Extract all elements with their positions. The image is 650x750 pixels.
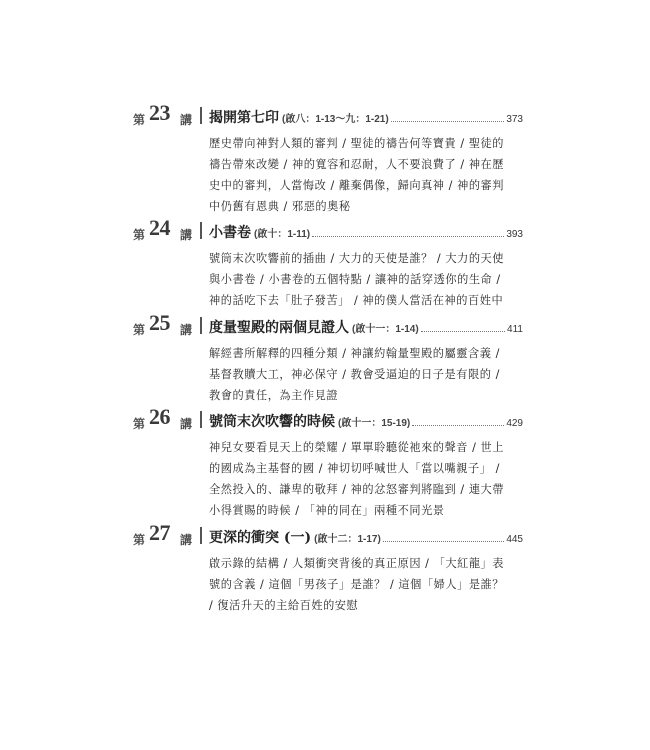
lecture-suffix: 講 — [180, 113, 193, 127]
vertical-divider — [200, 107, 202, 124]
summary-line: 歷史帶向神對人類的審判 / 聖徒的禱告何等寶貴 / 聖徒的 — [209, 137, 505, 150]
lecture-title: 度量聖殿的兩個見證人 — [209, 320, 349, 336]
lecture-prefix: 第 — [133, 533, 146, 547]
lecture-header — [133, 310, 523, 339]
lecture-24 — [133, 215, 523, 307]
vertical-divider — [200, 317, 202, 334]
page-number: 411 — [507, 324, 523, 335]
lecture-summary — [209, 248, 521, 311]
lecture-prefix: 第 — [133, 323, 146, 337]
lecture-prefix: 第 — [133, 417, 146, 431]
scripture-reference: (啟八：1-13～九：1-21) — [282, 114, 389, 125]
lecture-header — [133, 520, 523, 549]
summary-line: 啟示錄的結構 / 人類衝突背後的真正原因 / 「大紅龍」表 — [209, 557, 505, 570]
lecture-25 — [133, 310, 523, 402]
summary-line: 解經書所解釋的四種分類 / 神讓約翰量聖殿的屬靈含義 / — [209, 347, 500, 360]
page-number: 373 — [506, 114, 523, 125]
summary-line: 全然投入的、謙卑的敬拜 / 神的忿怒審判將臨到 / 連大帶 — [209, 483, 505, 496]
lecture-title-row[interactable] — [209, 317, 523, 337]
vertical-divider — [200, 411, 202, 428]
lecture-title-row[interactable] — [209, 222, 523, 242]
lecture-number: 24 — [149, 215, 170, 240]
lecture-title: 更深的衝突 (一) — [209, 530, 312, 546]
scripture-reference: (啟十一：15-19) — [338, 418, 411, 429]
summary-line: 史中的審判，人當悔改 / 離棄偶像，歸向真神 / 神的審判 — [209, 179, 505, 192]
lecture-summary — [209, 553, 521, 616]
summary-line: 教會的責任，為主作見證 — [209, 389, 339, 402]
summary-line: 神的話吃下去「肚子發苦」 / 神的僕人當活在神的百姓中 — [209, 294, 504, 307]
lecture-header — [133, 100, 523, 129]
lecture-suffix: 講 — [180, 417, 193, 431]
lecture-header — [133, 404, 523, 433]
lecture-27 — [133, 520, 523, 612]
lecture-title-row[interactable] — [209, 107, 523, 127]
lecture-header — [133, 215, 523, 244]
lecture-prefix: 第 — [133, 113, 146, 127]
summary-line: 號筒末次吹響前的插曲 / 大力的天使是誰？ / 大力的天使 — [209, 252, 505, 265]
summary-line: 中仍舊有恩典 / 邪惡的奧秘 — [209, 200, 351, 213]
dot-leader — [391, 121, 505, 122]
lecture-title-row[interactable] — [209, 527, 523, 547]
page-number: 429 — [506, 418, 523, 429]
lecture-title-row[interactable] — [209, 411, 523, 431]
lecture-summary — [209, 343, 521, 406]
summary-line: 禱告帶來改變 / 神的寬容和忍耐，人不要浪費了 / 神在歷 — [209, 158, 505, 171]
lecture-23 — [133, 100, 523, 213]
summary-line: 基督教贖大工，神必保守 / 教會受逼迫的日子是有限的 / — [209, 368, 500, 381]
page-number: 445 — [506, 534, 523, 545]
dot-leader — [312, 236, 504, 237]
lecture-suffix: 講 — [180, 228, 193, 242]
vertical-divider — [200, 527, 202, 544]
scripture-reference: (啟十一：1-14) — [352, 324, 419, 335]
vertical-divider — [200, 222, 202, 239]
lecture-suffix: 講 — [180, 323, 193, 337]
summary-line: / 復活升天的主給百姓的安慰 — [209, 599, 359, 612]
lecture-number: 26 — [149, 404, 170, 429]
summary-line: 的國成為主基督的國 / 神切切呼喊世人「當以嘴親子」 / — [209, 462, 500, 475]
summary-line: 與小書卷 / 小書卷的五個特點 / 讓神的話穿透你的生命 / — [209, 273, 501, 286]
lecture-26 — [133, 404, 523, 517]
lecture-suffix: 講 — [180, 533, 193, 547]
lecture-title: 號筒末次吹響的時候 — [209, 414, 335, 430]
lecture-title: 揭開第七印 — [209, 110, 279, 126]
scripture-reference: (啟十：1-11) — [254, 229, 311, 240]
lecture-title: 小書卷 — [209, 225, 251, 241]
lecture-summary — [209, 437, 521, 521]
summary-line: 神兒女要看見天上的榮耀 / 單單聆聽從祂來的聲音 / 世上 — [209, 441, 505, 454]
lecture-number: 27 — [149, 520, 170, 545]
lecture-summary — [209, 133, 521, 217]
summary-line: 小得賞賜的時候 / 「神的同在」兩種不同光景 — [209, 504, 445, 517]
scripture-reference: (啟十二：1-17) — [314, 534, 381, 545]
dot-leader — [412, 425, 504, 426]
dot-leader — [383, 541, 505, 542]
page-number: 393 — [506, 229, 523, 240]
lecture-number: 25 — [149, 310, 170, 335]
lecture-number: 23 — [149, 100, 170, 125]
summary-line: 號的含義 / 這個「男孩子」是誰？ / 這個「婦人」是誰？ — [209, 578, 505, 591]
dot-leader — [421, 331, 505, 332]
lecture-prefix: 第 — [133, 228, 146, 242]
